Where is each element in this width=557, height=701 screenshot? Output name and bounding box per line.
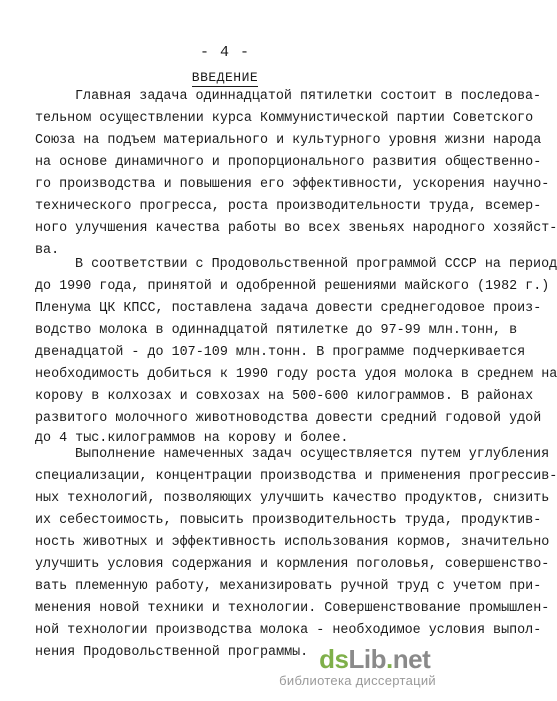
text-line: вать племенную работу, механизировать ручной труд с учетом при- [35, 579, 542, 594]
text-line: ность животных и эффективность использования кормов, значительно [35, 535, 550, 550]
section-heading [0, 70, 450, 85]
text-line: их себестоимость, повысить производительность труда, продуктив- [35, 513, 542, 528]
text-line: ной технологии производства молока - необходимое условия выпол- [35, 623, 542, 638]
text-line: необходимость добиться к 1990 году роста удоя молока в среднем на [35, 367, 557, 382]
text-line: развитого молочного животноводства довести средний годовой удой [35, 411, 542, 426]
section-heading-text: ВВЕДЕНИЕ [191, 70, 259, 85]
text-line: водство молока в одиннадцатой пятилетке до 97-99 млн.тонн, в [35, 323, 518, 338]
text-line: до 4 тыс.килограммов на корову и более. [35, 431, 349, 446]
text-line: улучшить условия содержания и кормления поголовья, совершенство- [35, 557, 550, 572]
text-line: Пленума ЦК КПСС, поставлена задача довести среднегодовое произ- [35, 301, 542, 316]
dslib-logo: dsLib.net [319, 644, 431, 674]
text-line: специализации, концентрации производства и применения прогрессив- [35, 469, 557, 484]
text-line: го производства и повышения его эффективности, ускорения научно- [35, 177, 550, 192]
text-line: нения Продовольственной программы. [35, 645, 309, 660]
text-line: до 1990 года, принятой и одобренной решениями майского (1982 г.) [35, 279, 550, 294]
text-line: ного улучшения качества работы во всех звеньях народного хозяйст- [35, 221, 557, 236]
text-line: Главная задача одиннадцатой пятилетки состоит в последова- [75, 89, 542, 104]
page-number: - 4 - [199, 44, 250, 61]
watermark-subtitle: библиотека диссертаций [279, 673, 436, 688]
text-line: В соответствии с Продовольственной программой СССР на период [75, 257, 557, 272]
text-line: Союза на подъем материального и культурного уровня жизни народа [35, 133, 542, 148]
text-line: ва. [35, 243, 60, 258]
text-line: технического прогресса, роста производительности труда, всемер- [35, 199, 542, 214]
dslib-watermark [279, 645, 436, 689]
text-line: тельном осуществлении курса Коммунистической партии Советского [35, 111, 534, 126]
text-line: на основе динамичного и пропорционального развития общественно- [35, 155, 542, 170]
text-line: Выполнение намеченных задач осуществляется путем углубления [75, 447, 550, 462]
text-line: ных технологий, позволяющих улучшить качество продуктов, снизить [35, 491, 550, 506]
text-line: менения новой техники и технологии. Совершенствование промышлен- [35, 601, 550, 616]
text-line: корову в колхозах и совхозах на 500-600 килограммов. В районах [35, 389, 534, 404]
text-line: двенадцатой - до 107-109 млн.тонн. В программе подчеркивается [35, 345, 526, 360]
